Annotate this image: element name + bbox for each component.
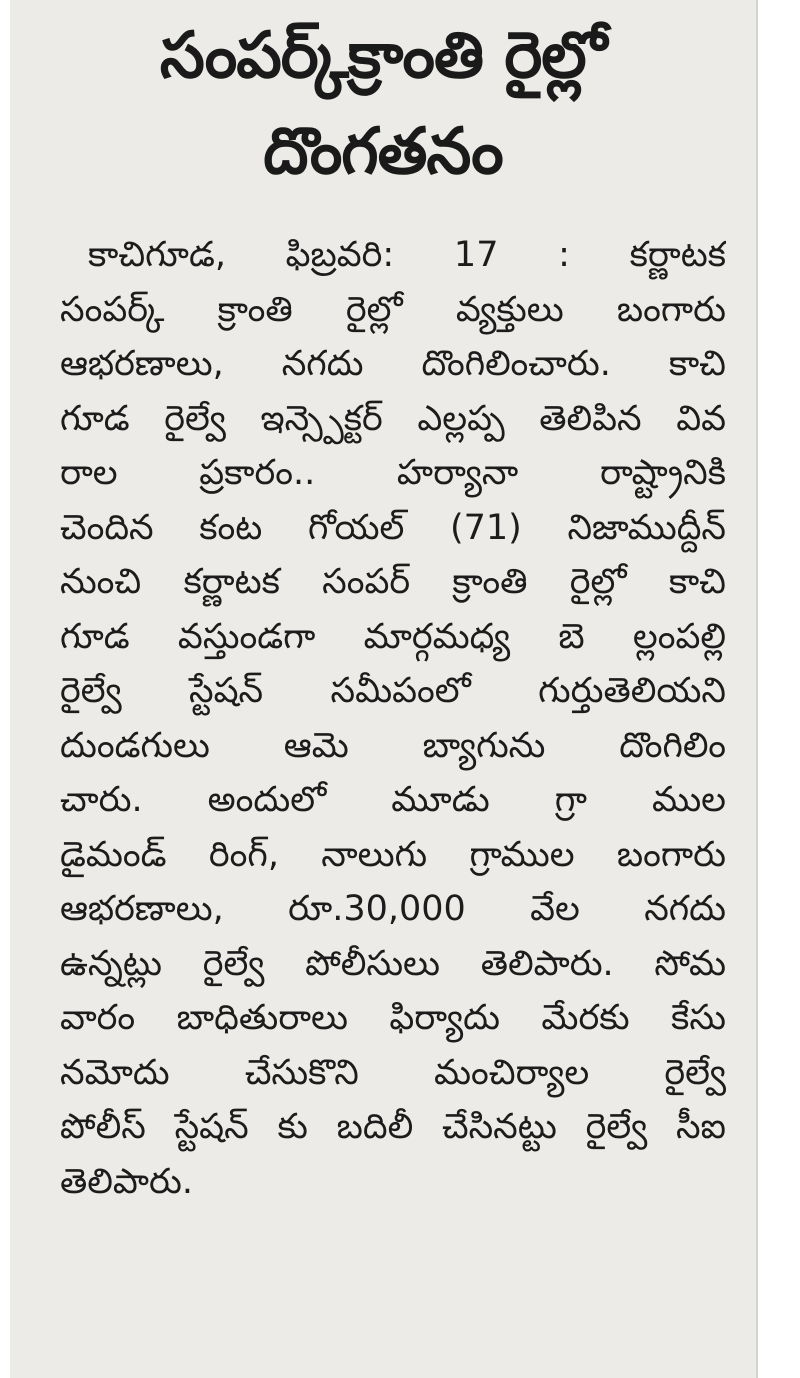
body-line: డైమండ్ రింగ్, నాలుగు గ్రాముల బంగారు [60,834,726,875]
body-line: ఆభరణాలు, రూ.30,000 వేల నగదు [60,889,726,929]
headline-line-2: దొంగతనం [263,115,503,189]
body-line: నుంచి కర్ణాటక సంపర్ క్రాంతి రైల్లో కాచి [60,562,726,602]
body-line: చారు. అందులో మూడు గ్రా ముల [60,780,726,820]
body-line: పోలీస్ స్టేషన్ కు బదిలీ చేసినట్టు రైల్వే సీఐ [60,1107,726,1147]
body-line: కాచిగూడ, ఫిబ్రవరి: 17 : కర్ణాటక [88,235,726,275]
body-line: దుండగులు ఆమె బ్యాగును దొంగిలిం [60,725,726,766]
body-line: గూడ వస్తుండగా మార్గమధ్య బె ల్లంపల్లి [60,616,726,657]
body-line: రైల్వే స్టేషన్ సమీపంలో గుర్తుతెలియని [60,671,726,711]
body-line: సంపర్క్ క్రాంతి రైల్లో వ్యక్తులు బంగారు [60,289,726,330]
body-line: ఉన్నట్లు రైల్వే పోలీసులు తెలిపారు. సోమ [60,943,726,984]
headline-line-1: సంపర్క్‌క్రాంతి రైల్లో [159,19,607,93]
body-line: రాల ప్రకారం.. హర్యానా రాష్ట్రానికి [60,453,726,493]
body-line: చెందిన కంట గోయల్ (71) నిజాముద్దీన్ [60,507,726,548]
body-line: వారం బాధితురాలు ఫిర్యాదు మేరకు కేసు [60,998,726,1038]
body-line: ఆభరణాలు, నగదు దొంగిలించారు. కాచి [60,344,726,384]
body-line: గూడ రైల్వే ఇన్స్పెక్టర్ ఎల్లప్ప తెలిపిన వివ [60,398,726,439]
article-body [60,228,726,1209]
body-line: నమోదు చేసుకొని మంచిర్యాల రైల్వే [60,1052,726,1093]
body-line: తెలిపారు. [60,1161,193,1202]
news-clipping [10,0,758,1378]
article-headline [10,0,756,200]
